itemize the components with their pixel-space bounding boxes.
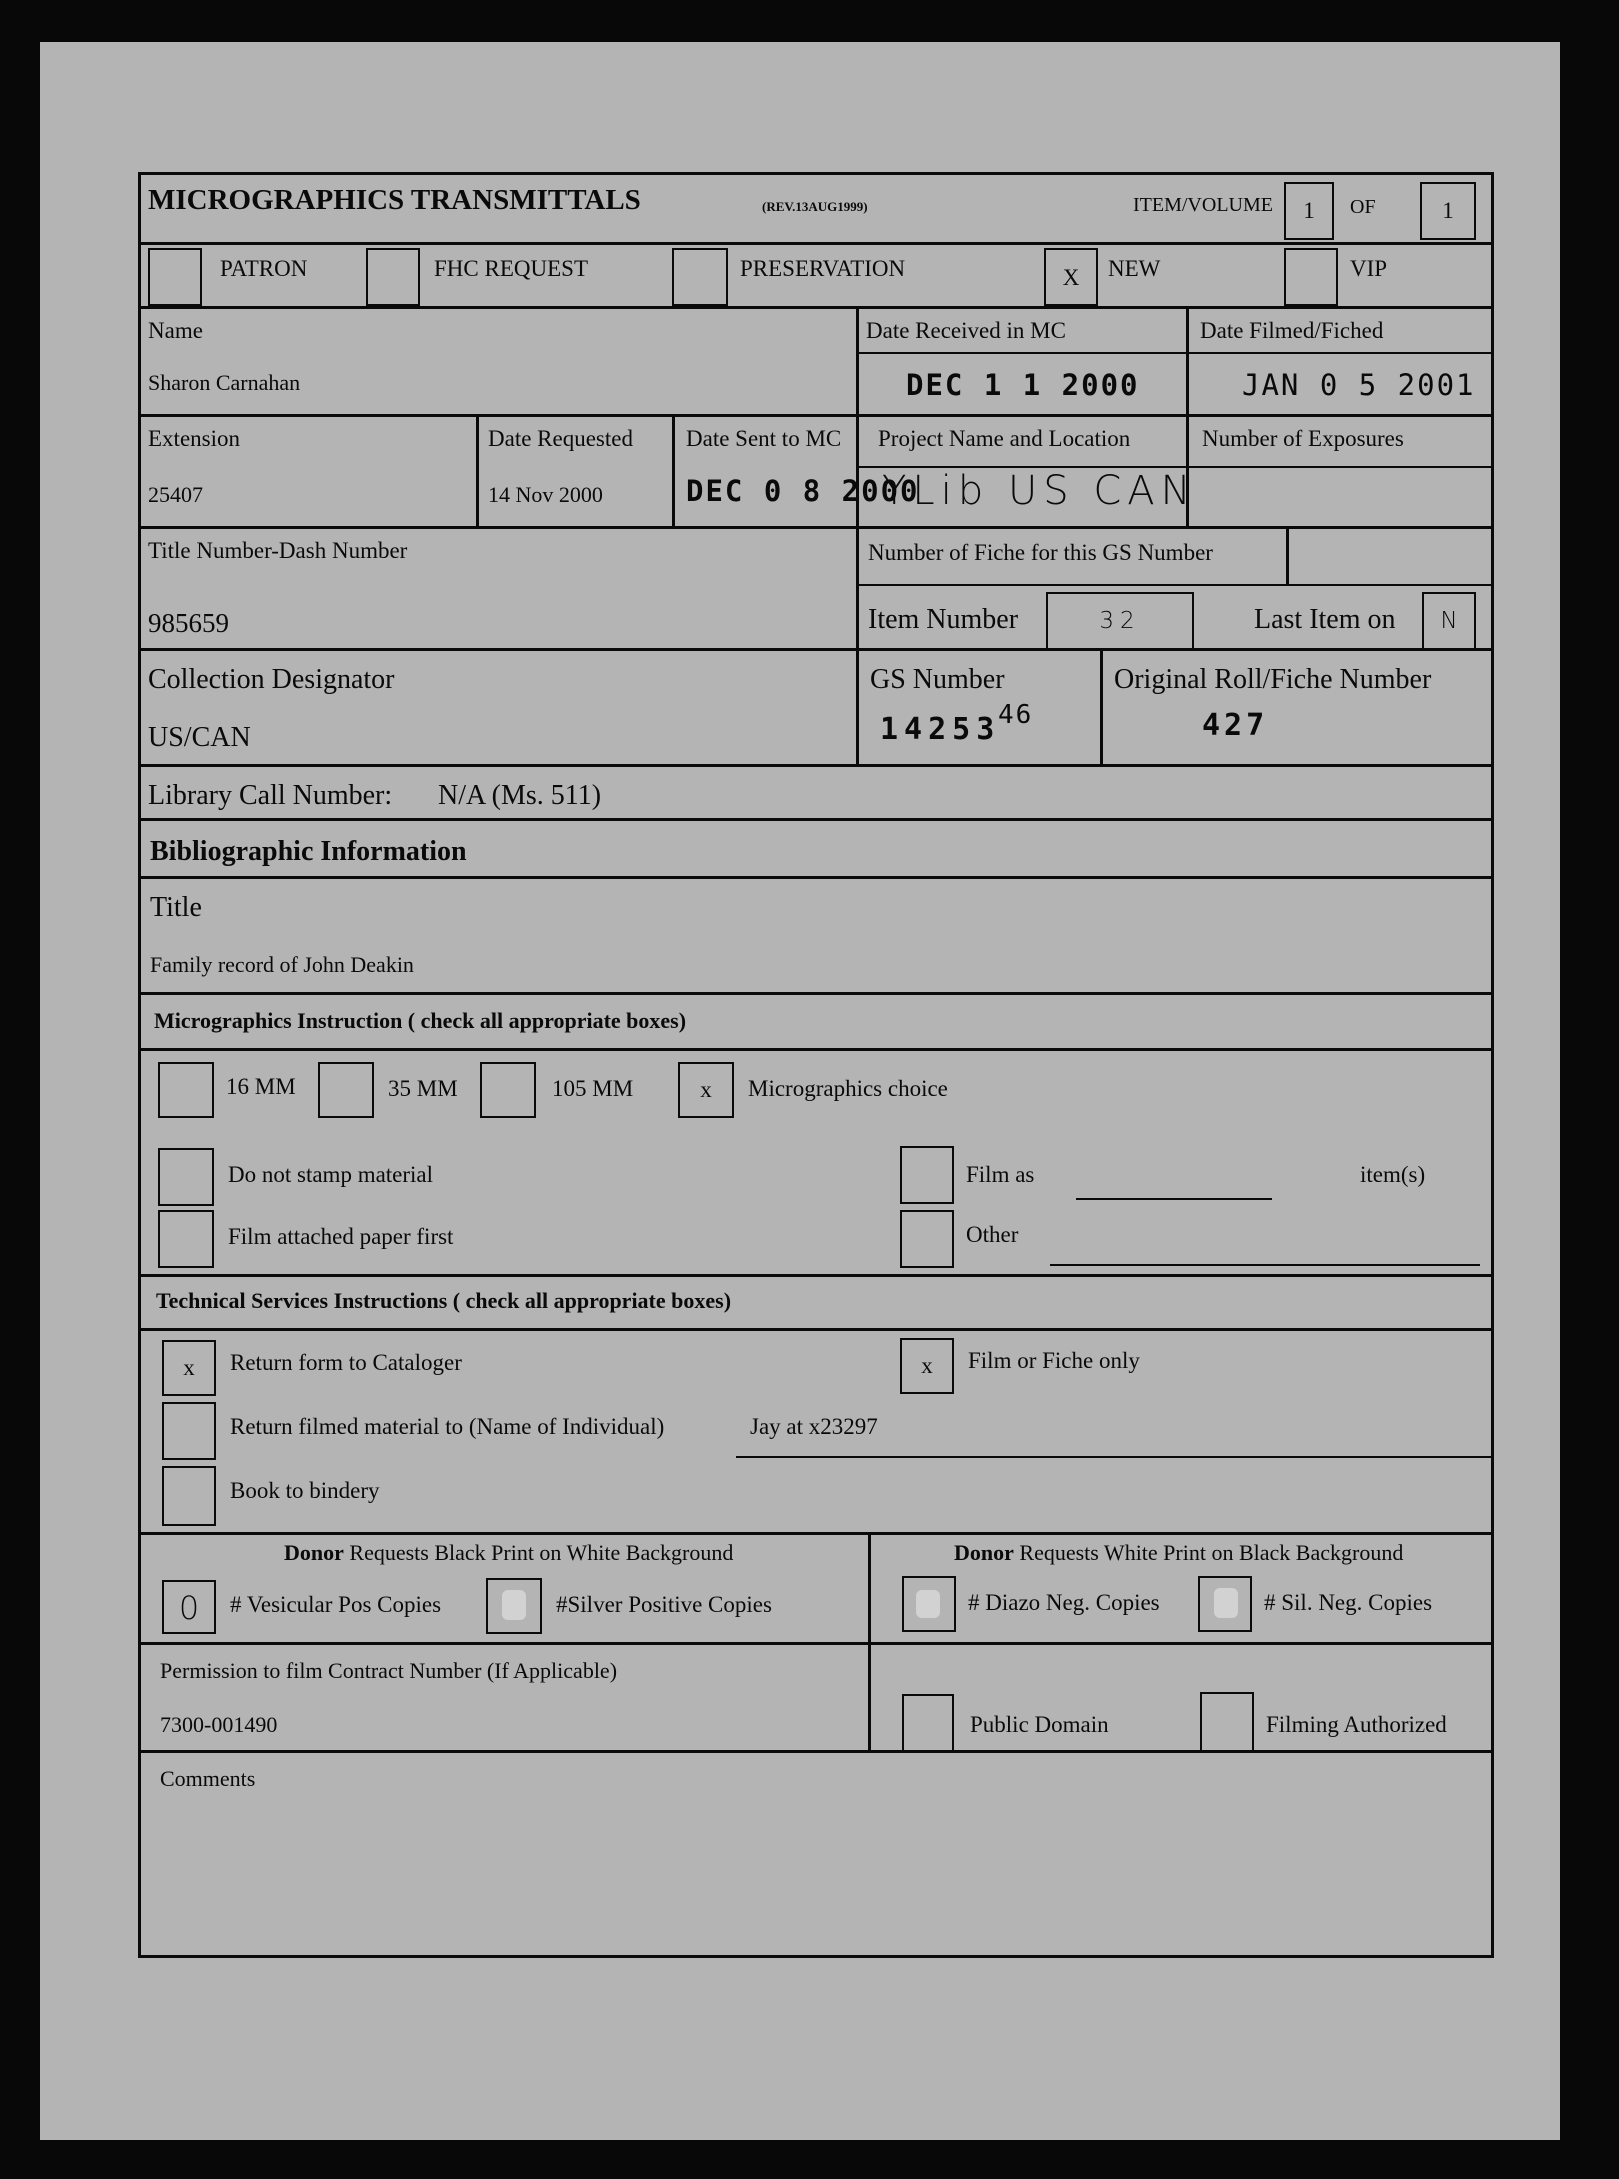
mm16-checkbox[interactable] bbox=[158, 1062, 214, 1118]
sil-neg-field[interactable] bbox=[1198, 1576, 1252, 1632]
new-label: NEW bbox=[1108, 256, 1161, 281]
filming-authorized-label: Filming Authorized bbox=[1266, 1712, 1447, 1737]
collection-value[interactable]: US/CAN bbox=[148, 722, 251, 753]
other-checkbox[interactable] bbox=[900, 1210, 954, 1268]
project-label: Project Name and Location bbox=[878, 426, 1131, 451]
film-as-label: Film as bbox=[966, 1162, 1035, 1187]
vip-checkbox[interactable] bbox=[1284, 248, 1338, 306]
silver-positive-label: #Silver Positive Copies bbox=[556, 1592, 772, 1617]
mm16-label: 16 MM bbox=[226, 1074, 296, 1099]
form-title: MICROGRAPHICS TRANSMITTALS bbox=[148, 184, 641, 216]
no-stamp-checkbox[interactable] bbox=[158, 1148, 214, 1206]
film-as-checkbox[interactable] bbox=[900, 1146, 954, 1204]
donor-right-bold: Donor bbox=[954, 1540, 1014, 1565]
date-received-label: Date Received in MC bbox=[866, 318, 1066, 343]
gs-number-value[interactable]: 14253 bbox=[880, 712, 1001, 747]
original-roll-label: Original Roll/Fiche Number bbox=[1114, 664, 1432, 695]
vip-label: VIP bbox=[1350, 256, 1388, 281]
permission-label: Permission to film Contract Number (If Applicable) bbox=[160, 1658, 618, 1683]
donor-left-bold: Donor bbox=[284, 1540, 344, 1565]
date-sent-stamp: DEC 0 8 2000 bbox=[686, 474, 920, 508]
micrographics-choice-checkbox[interactable]: x bbox=[678, 1062, 734, 1118]
project-value[interactable]: YLib US CAN bbox=[882, 468, 1197, 514]
of-label: OF bbox=[1350, 196, 1376, 218]
title-number-label: Title Number-Dash Number bbox=[148, 538, 408, 563]
donor-left-rest: Requests Black Print on White Background bbox=[343, 1540, 734, 1565]
fiche-count-label: Number of Fiche for this GS Number bbox=[868, 540, 1213, 565]
gs-number-label: GS Number bbox=[870, 664, 1005, 695]
collection-label: Collection Designator bbox=[148, 664, 395, 695]
mm35-label: 35 MM bbox=[388, 1076, 458, 1101]
donor-left-heading bbox=[284, 1540, 733, 1566]
revision-label: (REV.13AUG1999) bbox=[762, 199, 868, 214]
contract-number-value[interactable]: 7300-001490 bbox=[160, 1712, 278, 1737]
bibliographic-heading: Bibliographic Information bbox=[150, 836, 467, 867]
item-volume-label: ITEM/VOLUME bbox=[1133, 194, 1273, 216]
last-item-value[interactable]: N bbox=[1422, 592, 1476, 650]
date-filmed-label: Date Filmed/Fiched bbox=[1200, 318, 1384, 343]
donor-right-heading bbox=[954, 1540, 1403, 1566]
date-filmed-stamp: JAN 0 5 2001 bbox=[1242, 368, 1476, 402]
comments-label: Comments bbox=[160, 1766, 256, 1791]
extension-label: Extension bbox=[148, 426, 240, 451]
date-requested-value[interactable]: 14 Nov 2000 bbox=[488, 482, 603, 507]
preservation-label: PRESERVATION bbox=[740, 256, 906, 281]
film-only-label: Film or Fiche only bbox=[968, 1348, 1140, 1373]
micrographics-choice-label: Micrographics choice bbox=[748, 1076, 948, 1101]
fhc-request-checkbox[interactable] bbox=[366, 248, 420, 306]
attached-first-checkbox[interactable] bbox=[158, 1210, 214, 1268]
return-material-label: Return filmed material to (Name of Individual) bbox=[230, 1414, 665, 1439]
exposures-label: Number of Exposures bbox=[1202, 426, 1404, 451]
transmittal-form bbox=[138, 172, 1494, 1958]
vesicular-copies-field[interactable]: 0 bbox=[162, 1580, 216, 1634]
attached-first-label: Film attached paper first bbox=[228, 1224, 454, 1249]
original-roll-value[interactable]: 427 bbox=[1202, 708, 1269, 743]
public-domain-checkbox[interactable] bbox=[902, 1694, 954, 1750]
silver-positive-field[interactable] bbox=[486, 1578, 542, 1634]
extension-value[interactable]: 25407 bbox=[148, 482, 203, 507]
patron-checkbox[interactable] bbox=[148, 248, 202, 306]
return-form-checkbox[interactable]: x bbox=[162, 1340, 216, 1396]
bindery-checkbox[interactable] bbox=[162, 1466, 216, 1526]
of-field[interactable]: 1 bbox=[1420, 182, 1476, 240]
date-sent-label: Date Sent to MC bbox=[686, 426, 842, 451]
sil-neg-label: # Sil. Neg. Copies bbox=[1264, 1590, 1433, 1615]
mm105-checkbox[interactable] bbox=[480, 1062, 536, 1118]
library-call-value[interactable]: N/A (Ms. 511) bbox=[438, 780, 602, 811]
no-stamp-label: Do not stamp material bbox=[228, 1162, 434, 1187]
public-domain-label: Public Domain bbox=[970, 1712, 1109, 1737]
filming-authorized-checkbox[interactable] bbox=[1200, 1692, 1254, 1750]
micrographics-heading: Micrographics Instruction ( check all appropriate boxes) bbox=[154, 1008, 687, 1033]
title-number-value[interactable]: 985659 bbox=[148, 608, 229, 638]
library-call-label: Library Call Number: bbox=[148, 780, 393, 811]
return-form-label: Return form to Cataloger bbox=[230, 1350, 462, 1375]
film-only-checkbox[interactable]: x bbox=[900, 1338, 954, 1394]
mm105-label: 105 MM bbox=[552, 1076, 634, 1101]
patron-label: PATRON bbox=[220, 256, 308, 281]
gs-number-suffix: 46 bbox=[998, 700, 1034, 730]
bindery-label: Book to bindery bbox=[230, 1478, 380, 1503]
return-material-checkbox[interactable] bbox=[162, 1402, 216, 1460]
date-requested-label: Date Requested bbox=[488, 426, 633, 451]
vesicular-copies-label: # Vesicular Pos Copies bbox=[230, 1592, 442, 1617]
title-label: Title bbox=[150, 892, 202, 923]
diazo-neg-label: # Diazo Neg. Copies bbox=[968, 1590, 1160, 1615]
new-checkbox[interactable]: X bbox=[1044, 248, 1098, 306]
item-volume-field[interactable]: 1 bbox=[1284, 182, 1334, 240]
title-value[interactable]: Family record of John Deakin bbox=[150, 952, 414, 977]
other-label: Other bbox=[966, 1222, 1019, 1247]
return-material-value[interactable]: Jay at x23297 bbox=[750, 1414, 878, 1439]
mm35-checkbox[interactable] bbox=[318, 1062, 374, 1118]
fhc-request-label: FHC REQUEST bbox=[434, 256, 588, 281]
date-received-stamp: DEC 1 1 2000 bbox=[906, 368, 1140, 402]
diazo-neg-field[interactable] bbox=[902, 1576, 956, 1632]
donor-right-rest: Requests White Print on Black Background bbox=[1013, 1540, 1404, 1565]
name-value[interactable]: Sharon Carnahan bbox=[148, 370, 301, 395]
technical-heading: Technical Services Instructions ( check all appropriate boxes) bbox=[156, 1288, 732, 1313]
item-number-label: Item Number bbox=[868, 604, 1019, 635]
preservation-checkbox[interactable] bbox=[672, 248, 728, 306]
item-number-value[interactable]: 32 bbox=[1046, 592, 1194, 650]
last-item-label: Last Item on bbox=[1254, 604, 1396, 635]
items-label: item(s) bbox=[1360, 1162, 1426, 1187]
name-label: Name bbox=[148, 318, 203, 343]
